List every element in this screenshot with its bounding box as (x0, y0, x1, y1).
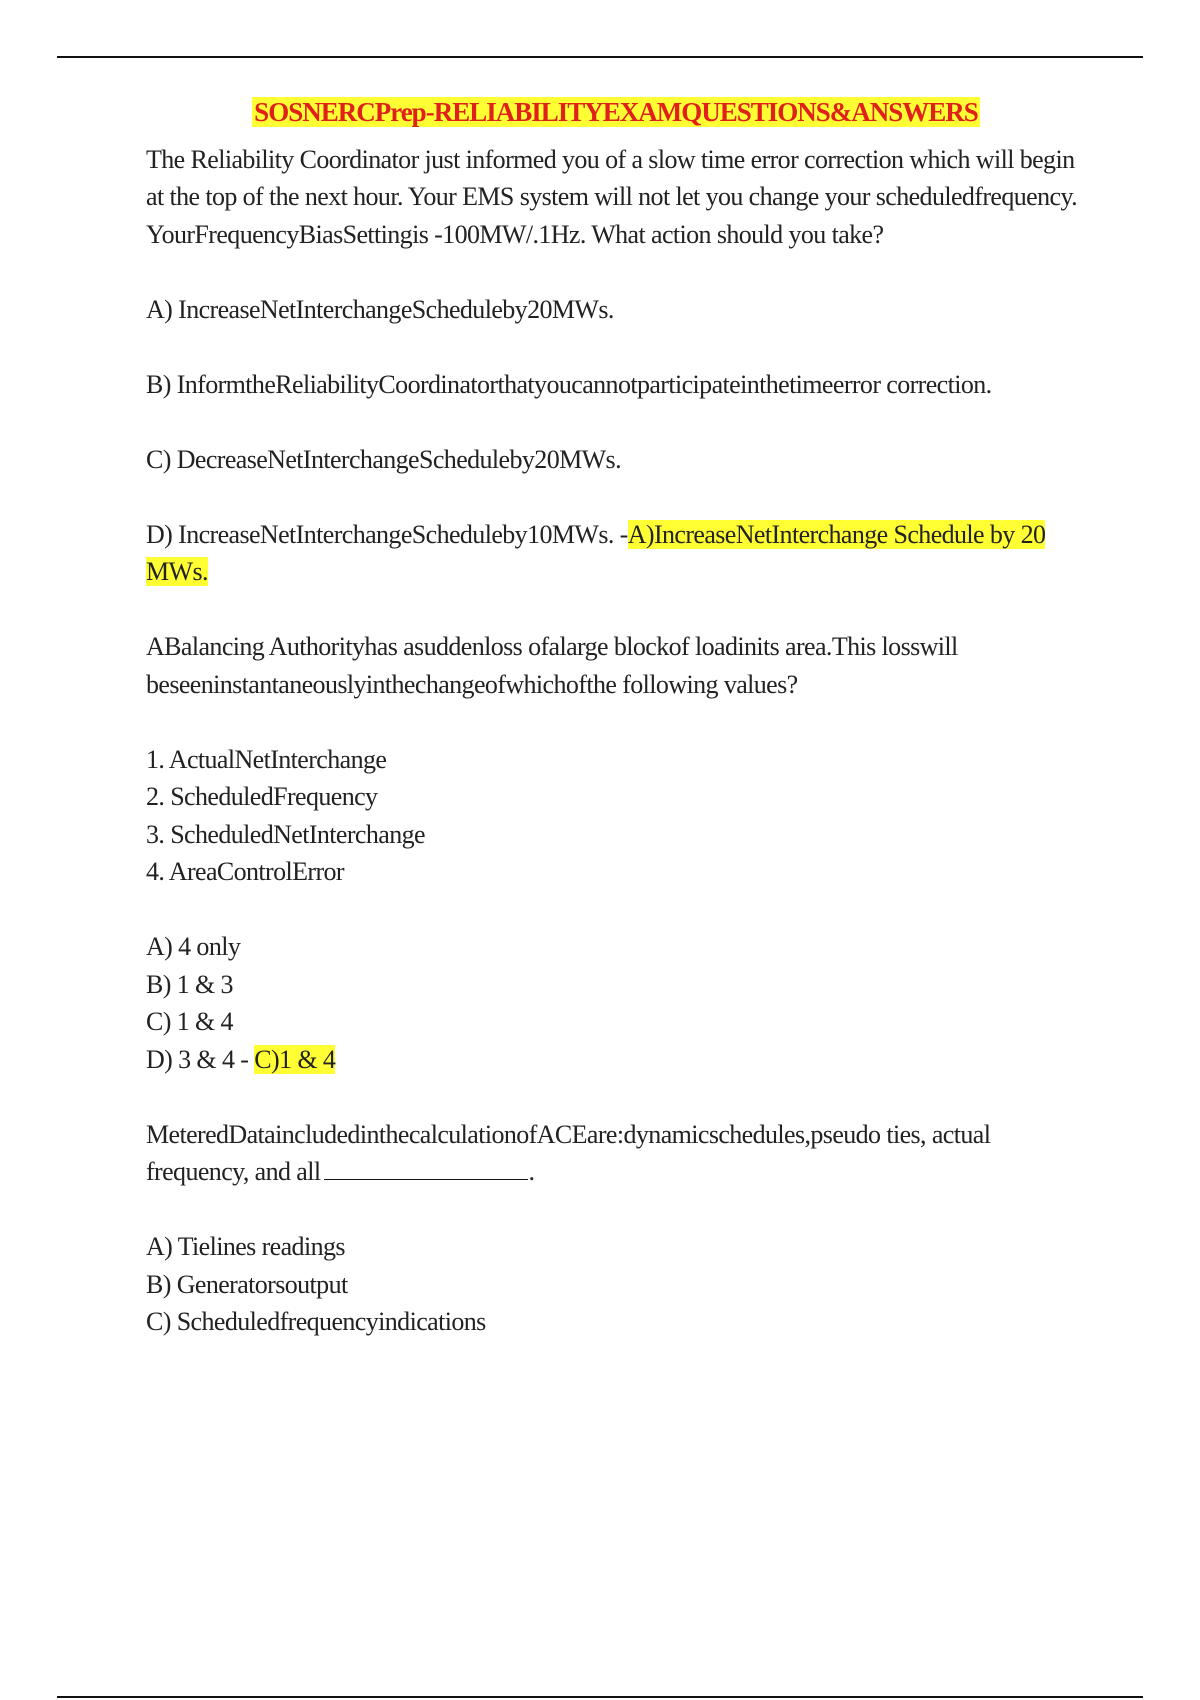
question-2-answer: C)1 & 4 (254, 1044, 336, 1074)
option-d-text: D) IncreaseNetInterchangeScheduleby10MWs. - (146, 519, 628, 549)
question-1-option-b: B) InformtheReliabilityCoordinatorthatyoucannotparticipateinthetimeerror correction. (146, 369, 992, 399)
list-item: 1. ActualNetInterchange (146, 744, 387, 774)
fill-in-blank (324, 1153, 528, 1180)
question-3-option-a: A) Tielines readings (146, 1232, 345, 1261)
question-1-option-a: A) IncreaseNetInterchangeScheduleby20MWs. (146, 294, 614, 324)
list-item: 4. AreaControlError (146, 857, 344, 886)
question-3-option-b: B) Generatorsoutput (146, 1269, 348, 1299)
question-3-start: MeteredDataincludedinthecalculationofACEare:dynamicschedules,pseudo ties, actual frequency, and all (146, 1119, 991, 1186)
list-item: 2. ScheduledFrequency (146, 782, 378, 811)
question-3-option-c: C) Scheduledfrequencyindications (146, 1307, 486, 1336)
document-title: SOSNERCPrep-RELIABILITYEXAMQUESTIONS&ANSWERS (254, 97, 978, 127)
question-2-option-c: C) 1 & 4 (146, 1007, 233, 1036)
question-3-options (146, 1228, 1086, 1341)
option-d-text: D) 3 & 4 - (146, 1044, 249, 1074)
question-2-option-b: B) 1 & 3 (146, 969, 233, 999)
question-2-options (146, 928, 1086, 1078)
question-3-end: . (528, 1157, 535, 1186)
question-2-items (146, 741, 1086, 891)
question-2-option-a: A) 4 only (146, 932, 241, 961)
question-1-text: The Reliability Coordinator just informed you of a slow time error correction which will begin at the top of the next hour. Your EMS system will not let you change your scheduledfrequency. YourFrequencyBiasSettingis -100MW/.1Hz. What action should you take? (146, 144, 1078, 249)
question-2-text: ABalancing Authorityhas asuddenloss ofalarge blockof loadinits area.This losswill beseeninstantaneouslyinthechangeofwhichofthe following values? (146, 632, 958, 699)
document-body (146, 94, 1086, 1341)
question-1-answer: A)IncreaseNetInterchange Schedule by 20 MWs. (146, 519, 1046, 586)
question-1-option-d (146, 516, 1086, 591)
list-item: 3. ScheduledNetInterchange (146, 819, 425, 849)
question-3-text (146, 1116, 1086, 1191)
question-1-option-c: C) DecreaseNetInterchangeScheduleby20MWs. (146, 444, 621, 474)
header-rule (57, 56, 1143, 58)
footer-rule (57, 1696, 1143, 1698)
question-2-option-d (146, 1041, 1086, 1079)
